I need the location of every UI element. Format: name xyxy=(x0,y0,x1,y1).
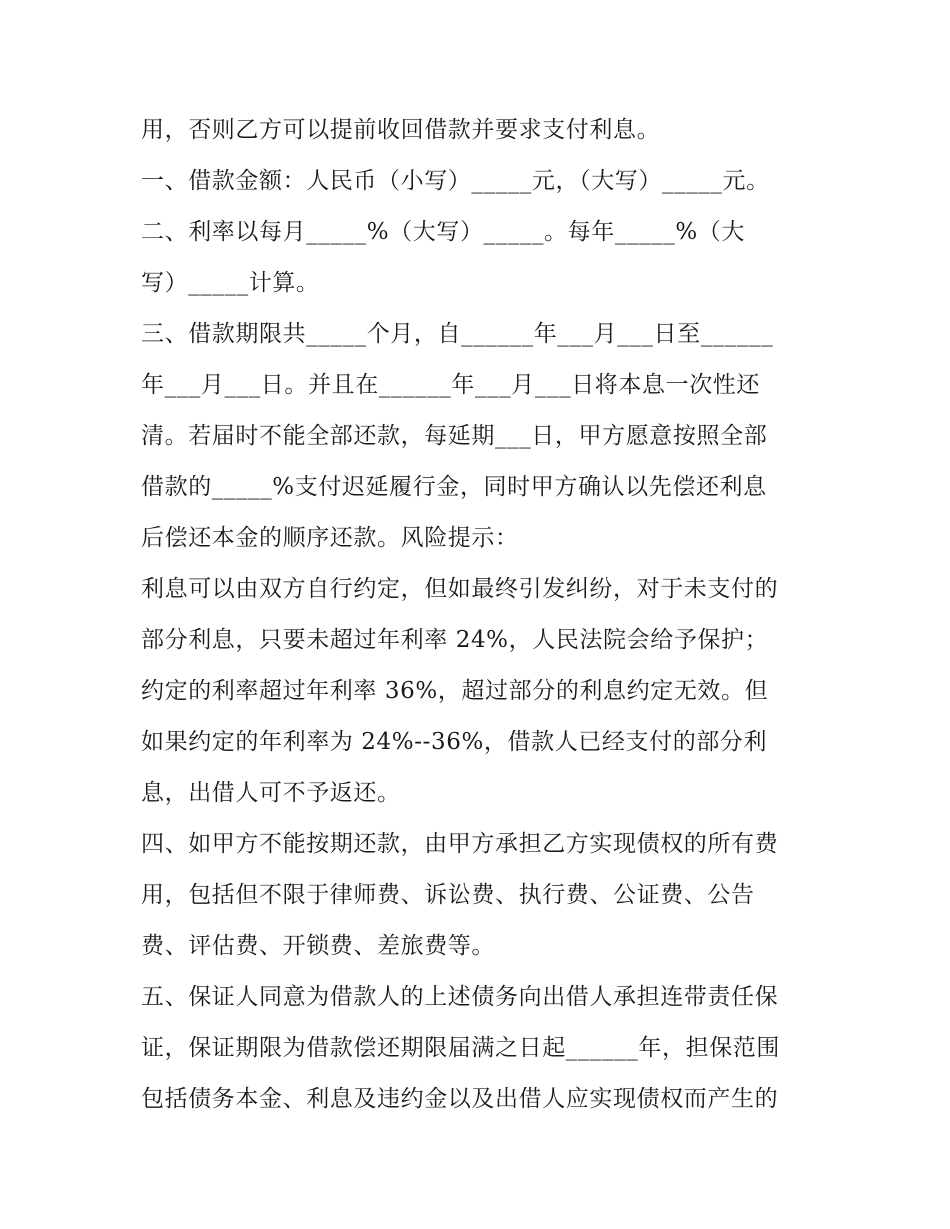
text-line: 用，包括但不限于律师费、诉讼费、执行费、公证费、公告 xyxy=(141,882,755,908)
text-line: 后偿还本金的顺序还款。风险提示： xyxy=(141,525,519,551)
text-line: 写）_____计算。 xyxy=(141,270,320,296)
text-line: 约定的利率超过年利率 36%，超过部分的利息约定无效。但 xyxy=(141,678,769,704)
text-line: 息，出借人可不予返还。 xyxy=(141,780,401,806)
contract-text xyxy=(141,105,831,1125)
text-line: 用，否则乙方可以提前收回借款并要求支付利息。 xyxy=(141,117,661,143)
text-line: 四、如甲方不能按期还款，由甲方承担乙方实现债权的所有费 xyxy=(141,831,779,857)
text-line: 年___月___日。并且在______年___月___日将本息一次性还 xyxy=(141,372,760,398)
text-line: 清。若届时不能全部还款，每延期___日，甲方愿意按照全部 xyxy=(141,423,768,449)
text-line: 包括债务本金、利息及违约金以及出借人应实现债权而产生的 xyxy=(141,1086,779,1112)
text-line: 证，保证期限为借款偿还期限届满之日起______年，担保范围 xyxy=(141,1035,780,1061)
text-line: 借款的_____%支付迟延履行金，同时甲方确认以先偿还利息 xyxy=(141,474,767,500)
text-line: 费、评估费、开锁费、差旅费等。 xyxy=(141,933,495,959)
text-line: 部分利息，只要未超过年利率 24%，人民法院会给予保护； xyxy=(141,627,769,653)
text-line: 二、利率以每月_____%（大写）_____。每年_____%（大 xyxy=(141,219,746,245)
text-line: 如果约定的年利率为 24%--36%，借款人已经支付的部分利 xyxy=(141,729,768,755)
text-line: 五、保证人同意为借款人的上述债务向出借人承担连带责任保 xyxy=(141,984,779,1010)
text-line: 利息可以由双方自行约定，但如最终引发纠纷，对于未支付的 xyxy=(141,576,779,602)
text-line: 三、借款期限共_____个月，自______年___月___日至______ xyxy=(141,321,774,347)
text-line: 一、借款金额：人民币（小写）_____元，（大写）_____元。 xyxy=(141,168,770,194)
